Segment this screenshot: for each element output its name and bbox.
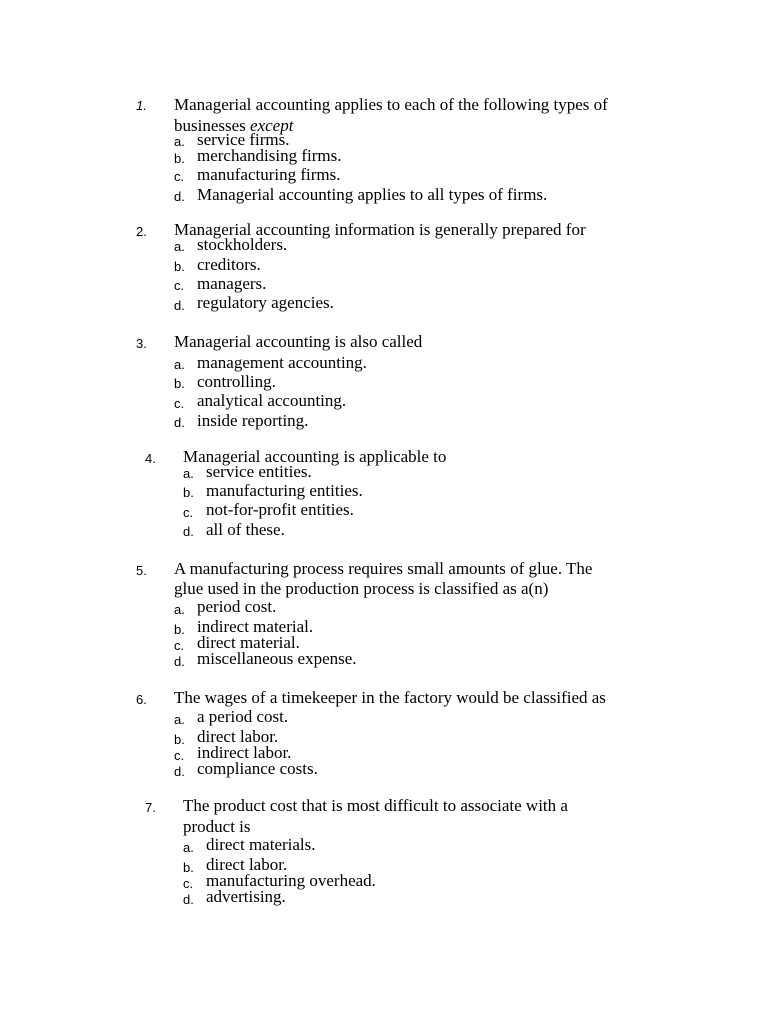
question-stem-line: Managerial accounting applies to each of the following types of <box>174 95 608 114</box>
question-number: 5. <box>136 563 147 578</box>
option-letter: a. <box>183 466 194 481</box>
option-letter: a. <box>174 357 185 372</box>
option-text: not-for-profit entities. <box>206 500 354 519</box>
option-letter: c. <box>174 396 185 411</box>
option-letter: a. <box>174 712 185 727</box>
option-letter: c. <box>174 169 185 184</box>
option-letter: b. <box>174 376 185 391</box>
option-text: regulatory agencies. <box>197 293 334 312</box>
option-letter: b. <box>174 259 185 274</box>
option-text: controlling. <box>197 372 276 391</box>
option-text: inside reporting. <box>197 411 309 430</box>
question-stem-line: A manufacturing process requires small amounts of glue. The <box>174 559 593 578</box>
option-letter: c. <box>174 278 185 293</box>
question-stem-line: glue used in the production process is classified as a(n) <box>174 579 549 598</box>
option-text: indirect material. <box>197 617 314 636</box>
option-text: period cost. <box>197 597 277 616</box>
option-letter: a. <box>174 134 185 149</box>
option-text: managers. <box>197 274 267 293</box>
option-letter: c. <box>174 748 185 763</box>
option-letter: c. <box>183 876 194 891</box>
option-text: creditors. <box>197 255 261 274</box>
option-text: a period cost. <box>197 707 289 726</box>
option-text: direct material. <box>197 633 300 652</box>
question-stem-text: businesses <box>174 116 251 135</box>
question-number: 6. <box>136 692 147 707</box>
option-text: direct labor. <box>206 855 288 874</box>
option-text: management accounting. <box>197 353 367 372</box>
option-text: compliance costs. <box>197 759 318 778</box>
option-letter: d. <box>174 764 185 779</box>
question-number: 1. <box>136 98 147 113</box>
option-letter: d. <box>174 189 185 204</box>
option-letter: a. <box>183 840 194 855</box>
option-text: miscellaneous expense. <box>197 649 357 668</box>
option-letter: c. <box>174 638 185 653</box>
option-letter: d. <box>183 892 194 907</box>
question-number: 3. <box>136 336 147 351</box>
option-text: manufacturing overhead. <box>206 871 376 890</box>
option-text: direct materials. <box>206 835 316 854</box>
question-number: 4. <box>145 451 156 466</box>
option-letter: c. <box>183 505 194 520</box>
option-text: direct labor. <box>197 727 279 746</box>
option-letter: b. <box>183 860 194 875</box>
option-letter: d. <box>174 654 185 669</box>
option-letter: b. <box>183 485 194 500</box>
question-stem-emphasis: except <box>250 116 294 135</box>
option-text: service entities. <box>206 462 312 481</box>
question-stem-line: Managerial accounting information is generally prepared for <box>174 220 586 239</box>
option-letter: a. <box>174 239 185 254</box>
question-number: 7. <box>145 800 156 815</box>
question-stem-line: Managerial accounting is also called <box>174 332 423 351</box>
option-text: all of these. <box>206 520 285 539</box>
question-number: 2. <box>136 224 147 239</box>
option-text: merchandising firms. <box>197 146 342 165</box>
option-text: manufacturing firms. <box>197 165 341 184</box>
option-text: analytical accounting. <box>197 391 347 410</box>
option-letter: a. <box>174 602 185 617</box>
option-text: stockholders. <box>197 235 288 254</box>
question-stem-line: product is <box>183 817 251 836</box>
option-letter: b. <box>174 622 185 637</box>
option-text: indirect labor. <box>197 743 292 762</box>
option-letter: b. <box>174 732 185 747</box>
option-letter: d. <box>174 298 185 313</box>
option-text: Managerial accounting applies to all types of firms. <box>197 185 548 204</box>
option-letter: d. <box>183 524 194 539</box>
option-letter: d. <box>174 415 185 430</box>
question-stem-line: The product cost that is most difficult to associate with a <box>183 796 568 815</box>
option-text: advertising. <box>206 887 286 906</box>
option-text: service firms. <box>197 130 290 149</box>
option-text: manufacturing entities. <box>206 481 363 500</box>
question-stem-line: Managerial accounting is applicable to <box>183 447 447 466</box>
option-letter: b. <box>174 151 185 166</box>
question-stem-line: The wages of a timekeeper in the factory would be classified as <box>174 688 606 707</box>
